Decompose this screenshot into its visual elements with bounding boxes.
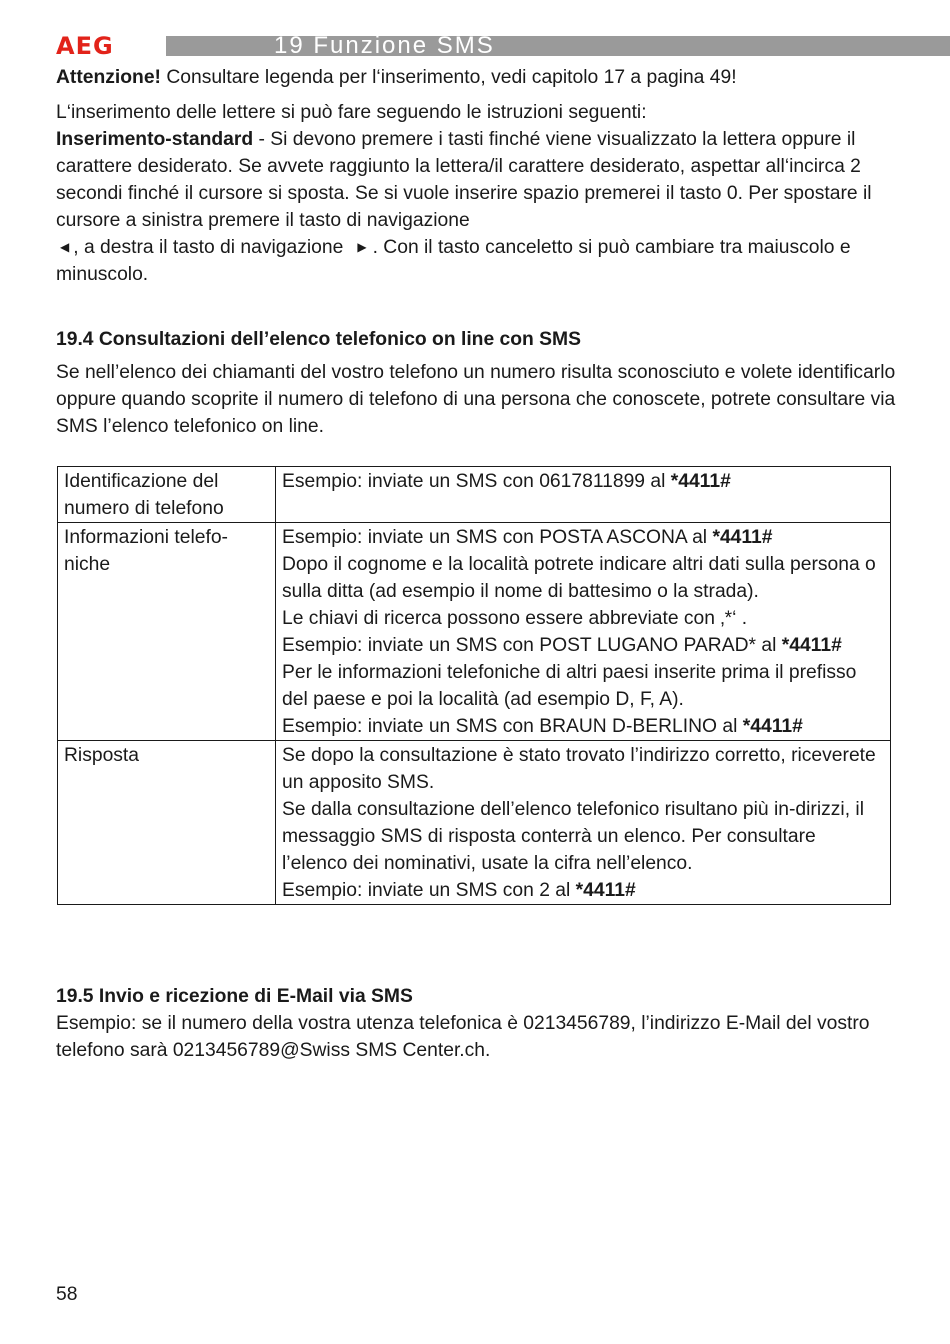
aeg-logo: AEG [56, 32, 114, 60]
row-content [276, 741, 891, 905]
attention-label: Attenzione! [56, 67, 161, 88]
section-19-4-intro: Se nell’elenco dei chiamanti del vostro telefono un numero risulta sconosciuto e volete identificarlo oppure quando scoprite il numero di telefono di una persona che conoscete, potrete consultare via SMS l’elenco telefonico on line. [56, 362, 896, 437]
page-number: 58 [56, 1284, 78, 1305]
chapter-title: 19 Funzione SMS [274, 32, 495, 59]
section-19-4 [56, 326, 896, 905]
example-line [282, 713, 884, 740]
example-line [282, 632, 884, 659]
note-text: Dopo il cognome e la località potrete indicare altri dati sulla persona o sulla ditta (ad esempio il nome di battesimo o la strada). [282, 554, 876, 602]
standard-mid-text: , a destra il tasto di navigazione [73, 237, 344, 258]
sms-code: *4411# [575, 880, 636, 901]
row-label: Informazioni telefo-niche [58, 523, 276, 741]
note-text: Se dalla consultazione dell’elenco telefonico risultano più in-dirizzi, il messaggio SMS di risposta conterrà un elenco. Per consultare l’elenco dei nominativi, usate la cifra nell’elenco. [282, 799, 864, 874]
example-text: Esempio: inviate un SMS con BRAUN D-BERLINO al [282, 716, 743, 737]
table-row [58, 523, 891, 741]
example-text: Esempio: inviate un SMS con POSTA ASCONA al [282, 527, 713, 548]
section-19-5 [56, 983, 896, 1064]
row-label: Identificazione del numero di telefono [58, 467, 276, 523]
attention-note [56, 64, 896, 91]
section-19-5-text: Esempio: se il numero della vostra utenza telefonica è 0213456789, l’indirizzo E-Mail del vostro telefono sarà 0213456789@Swiss SMS Center.ch. [56, 1013, 870, 1061]
section-19-5-heading: 19.5 Invio e ricezione di E-Mail via SMS [56, 986, 413, 1007]
standard-label: Inserimento-standard [56, 129, 254, 150]
sms-code: *4411# [742, 716, 803, 737]
sms-code: *4411# [781, 635, 842, 656]
note-text: Le chiavi di ricerca possono essere abbreviate con ‚*‘ . [282, 608, 748, 629]
note-text: Per le informazioni telefoniche di altri paesi inserite prima il prefisso del paese e poi la località (ad esempio D, F, A). [282, 662, 857, 710]
input-intro: L‘inserimento delle lettere si può fare seguendo le istruzioni seguenti: [56, 102, 647, 123]
example-line [282, 524, 884, 551]
triangle-right-icon: ▶ [357, 240, 367, 254]
row-content [276, 523, 891, 741]
example-text: Esempio: inviate un SMS con POST LUGANO PARAD* al [282, 635, 782, 656]
standard-end-text: . Con il tasto canceletto si può cambiare tra maiuscolo e minuscolo. [56, 237, 851, 285]
triangle-left-icon: ◀ [60, 240, 70, 254]
row-content [276, 467, 891, 523]
table-row [58, 741, 891, 905]
sms-lookup-table [57, 466, 891, 905]
row-label: Risposta [58, 741, 276, 905]
table-row [58, 467, 891, 523]
sms-code: *4411# [670, 471, 731, 492]
page-header [0, 30, 950, 60]
chapter-bar [166, 32, 950, 59]
section-19-4-heading: 19.4 Consultazioni dell’elenco telefonico on line con SMS [56, 329, 581, 350]
example-text: Esempio: inviate un SMS con 0617811899 al [282, 471, 671, 492]
standard-text: - Si devono premere i tasti finché viene visualizzato la lettera oppure il carattere desiderato. Se avvete raggiunto la lettera/il carattere desiderato, aspettar all‘incirca 2 secondi finché il cursore si sposta. Se si vuole inserire spazio premerei il tasto 0. Per spostare il cursore a sinistra premere il tasto di navigazione [56, 129, 872, 231]
attention-text: Consultare legenda per l‘inserimento, vedi capitolo 17 a pagina 49! [160, 67, 737, 88]
sms-code: *4411# [712, 527, 773, 548]
note-text: Se dopo la consultazione è stato trovato l’indirizzo corretto, riceverete un apposito SMS. [282, 745, 876, 793]
example-line [282, 877, 884, 904]
input-standard-paragraph [56, 126, 896, 288]
example-text: Esempio: inviate un SMS con 2 al [282, 880, 576, 901]
page-content [56, 64, 896, 1064]
